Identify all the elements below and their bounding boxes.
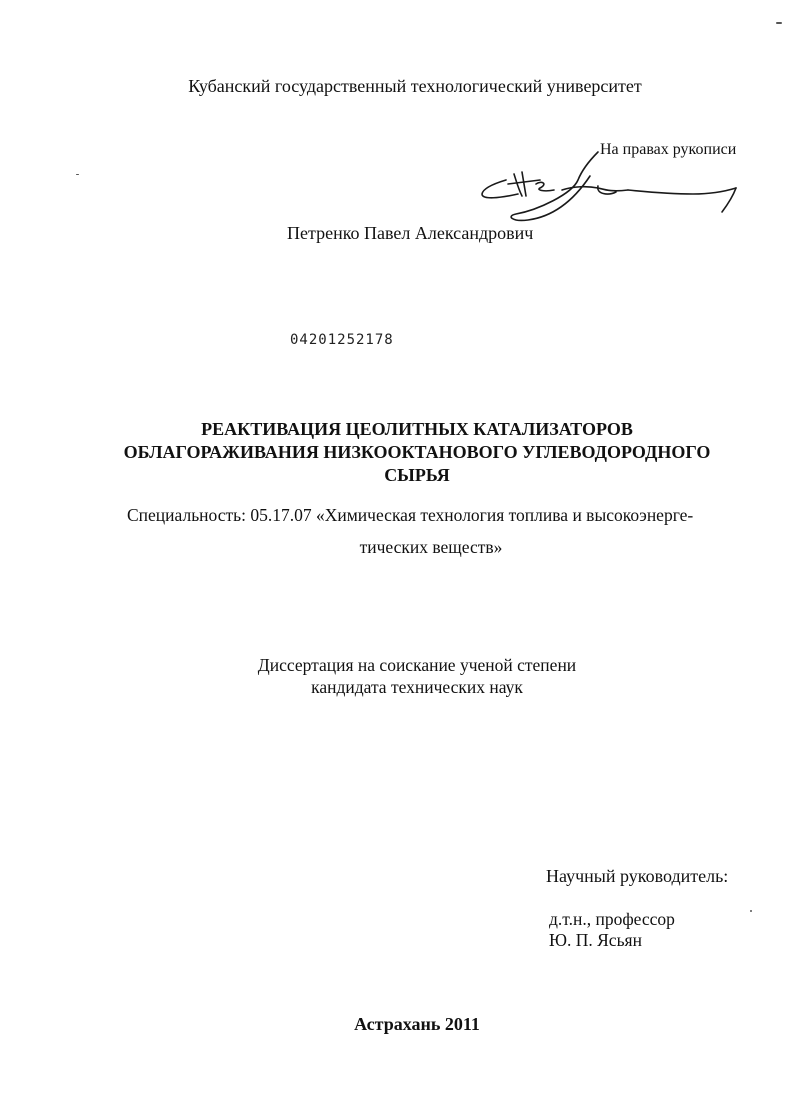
author-signature [478, 150, 748, 230]
scan-speck [76, 174, 79, 175]
degree-statement [0, 654, 796, 698]
university-name: Кубанский государственный технологический университет [188, 76, 642, 96]
supervisor-label: Научный руководитель: [546, 866, 729, 886]
supervisor-name: Ю. П. Ясьян [549, 930, 642, 950]
city-year: Астрахань 2011 [354, 1014, 480, 1034]
supervisor-degree: д.т.н., профессор [549, 909, 675, 929]
title-line: ОБЛАГОРАЖИВАНИЯ НИЗКООКТАНОВОГО УГЛЕВОДОРОДНОГО [123, 442, 711, 462]
manuscript-rights-note: На правах рукописи [600, 141, 737, 158]
degree-line: Диссертация на соискание ученой степени [257, 655, 577, 675]
registration-number: 04201252178 [290, 332, 394, 348]
degree-line: кандидата технических наук [311, 677, 523, 697]
scan-speck [776, 22, 782, 24]
scan-speck [750, 910, 752, 912]
specialty-line-1: Специальность: 05.17.07 «Химическая технология топлива и высокоэнерге- [127, 505, 694, 525]
specialty-line-2: тических веществ» [359, 537, 503, 557]
title-line: РЕАКТИВАЦИЯ ЦЕОЛИТНЫХ КАТАЛИЗАТОРОВ [201, 419, 633, 439]
dissertation-title [0, 418, 796, 487]
title-line: СЫРЬЯ [384, 465, 450, 485]
author-name: Петренко Павел Александрович [287, 223, 534, 243]
